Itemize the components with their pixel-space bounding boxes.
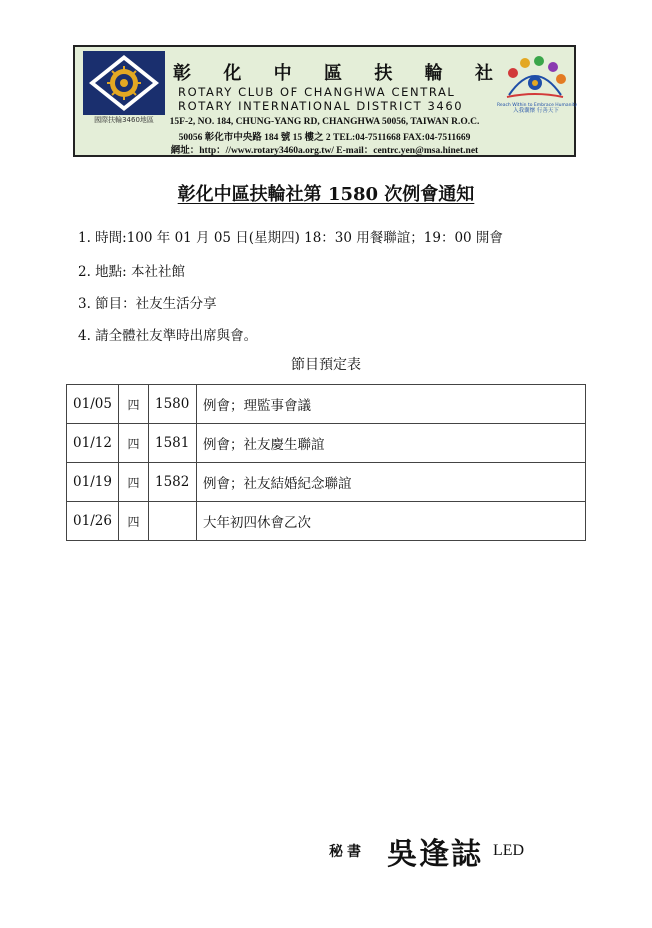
schedule-program: 例會；社友結婚紀念聯誼	[197, 463, 586, 502]
schedule-meeting-no: 1582	[149, 463, 197, 502]
signature-role: 秘書	[329, 844, 365, 860]
table-row	[67, 463, 586, 502]
schedule-date: 01/19	[67, 463, 119, 502]
table-row	[67, 385, 586, 424]
schedule-date: 01/12	[67, 424, 119, 463]
table-row	[67, 502, 586, 541]
notice-item-attendance: 4. 請全體社友準時出席與會。	[78, 328, 258, 344]
rotary-wheel-emblem-icon	[83, 51, 165, 115]
schedule-weekday: 四	[119, 502, 149, 541]
letterhead	[73, 45, 576, 157]
motto-en: Reach Within to Embrace Humanity	[497, 103, 578, 108]
club-name-char: 區	[323, 63, 342, 84]
schedule-program: 大年初四休會乙次	[197, 502, 586, 541]
schedule-date: 01/26	[67, 502, 119, 541]
rotary-theme-figures-icon	[499, 51, 571, 105]
club-name-char: 彰	[173, 63, 191, 84]
schedule-meeting-no: 1581	[149, 424, 197, 463]
table-row	[67, 424, 586, 463]
left-logo-caption: 國際扶輪3460地區	[94, 116, 154, 124]
motto-zh: 入我囊懷 行善天下	[513, 108, 559, 115]
club-name-char: 社	[474, 63, 493, 84]
schedule-program: 例會；社友慶生聯誼	[197, 424, 586, 463]
signature-initials: LED	[493, 842, 525, 859]
notice-title: 彰化中區扶輪社第 1580 次例會通知	[177, 184, 475, 205]
schedule-program: 例會；理監事會議	[197, 385, 586, 424]
schedule-meeting-no	[149, 502, 197, 541]
notice-item-location: 2. 地點: 本社社館	[78, 264, 186, 280]
club-name-zh	[173, 59, 493, 85]
schedule-meeting-no: 1580	[149, 385, 197, 424]
schedule-weekday: 四	[119, 385, 149, 424]
club-name-char: 扶	[374, 63, 393, 84]
schedule-title: 節目預定表	[291, 357, 361, 373]
signature-name: 吳逢誌	[387, 837, 483, 872]
address-en: 15F-2, NO. 184, CHUNG-YANG RD, CHANGHWA 50056, TAIWAN R.O.C.	[169, 117, 480, 127]
notice-item-program: 3. 節目：社友生活分享	[78, 296, 217, 312]
schedule-weekday: 四	[119, 424, 149, 463]
web-email: 網址：http：//www.rotary3460a.org.tw/ E-mail：centrc.yen@msa.hinet.net	[170, 146, 479, 156]
address-zh: 50056 彰化市中央路 184 號 15 樓之 2 TEL:04-7511668 FAX:04-7511669	[178, 133, 471, 143]
schedule-date: 01/05	[67, 385, 119, 424]
club-name-char: 中	[273, 63, 292, 84]
schedule-weekday: 四	[119, 463, 149, 502]
theme-motto	[497, 103, 578, 115]
schedule-table	[66, 384, 586, 541]
club-name-char: 化	[223, 63, 242, 84]
notice-item-time: 1. 時間:100 年 01 月 05 日(星期四) 18：30 用餐聯誼；19：00 開會	[78, 230, 503, 246]
club-name-en: ROTARY CLUB OF CHANGHWA CENTRAL	[178, 85, 456, 99]
district-name-en: ROTARY INTERNATIONAL DISTRICT 3460	[178, 99, 464, 113]
signature-block	[329, 826, 524, 876]
club-name-char: 輪	[424, 63, 443, 84]
